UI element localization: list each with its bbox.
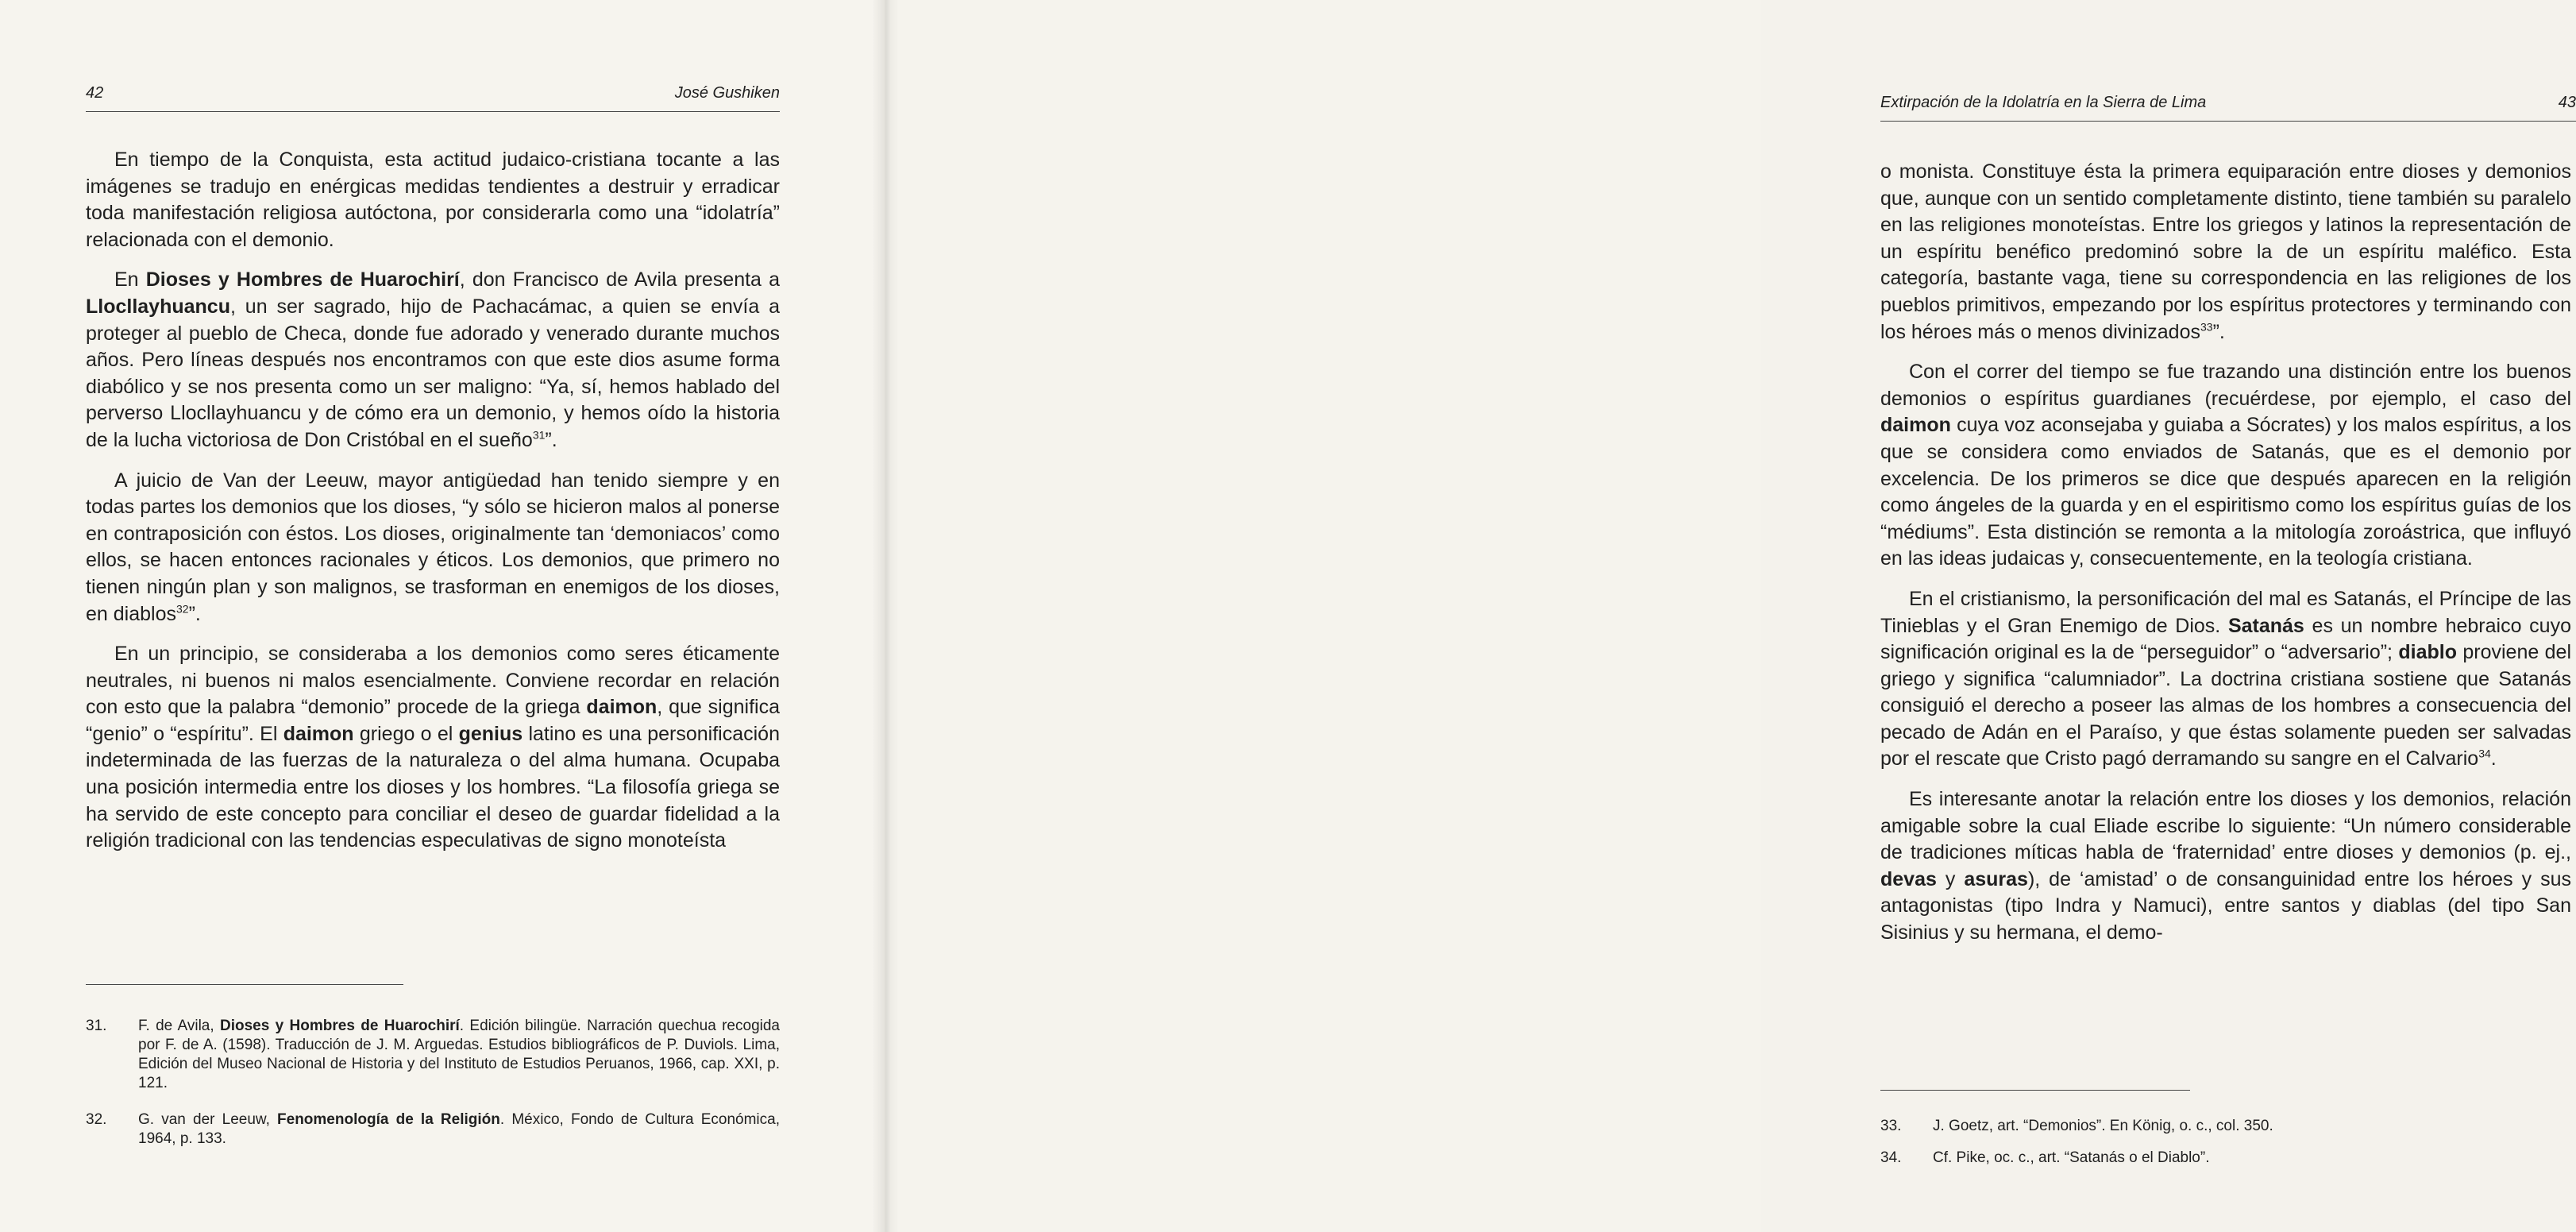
footnote-reference: 31 xyxy=(532,428,546,442)
text-run: o monista. Constituye ésta la primera equiparación entre dioses y demonios que, aunque con un sentido completamente distinto, tiene también su paralelo en las religiones monoteístas. Entre los griegos y latinos la representación de un espíritu benéfico predominó sobre la de un espíritu maléfico. Esta categoría, bastante vaga, tiene su correspondencia en las religiones de los pueblos primitivos, empezando por los espíritus protectores y terminando con los héroes más o menos divinizados xyxy=(1880,160,2571,343)
paragraph xyxy=(86,468,780,628)
text-run: En tiempo de la Conquista, esta actitud judaico-cristiana tocante a las imágenes se tradujo en enérgicas medidas tendientes a destruir y erradicar toda manifestación religiosa autóctona, por considerarla como una “idolatría” relacionada con el demonio. xyxy=(86,149,780,251)
text-run: G. van der Leeuw, xyxy=(138,1111,278,1128)
footnote-number: 32. xyxy=(86,1111,107,1128)
bold-term: Satanás xyxy=(2227,614,2304,637)
paragraph xyxy=(86,267,780,454)
text-run: En xyxy=(114,268,146,292)
text-run: , don Francisco de Avila presenta a xyxy=(459,268,781,292)
text-run: F. de Avila, xyxy=(138,1018,220,1034)
bold-term: daimon xyxy=(283,722,354,745)
footnote xyxy=(86,1110,780,1149)
bold-term: Dioses y Hombres de Huarochirí xyxy=(145,268,460,292)
text-run: J. Goetz, art. “Demonios”. En König, o. c., col. 350. xyxy=(1933,1118,2273,1134)
footnote-separator-left xyxy=(86,984,403,985)
text-run: A juicio de Van der Leeuw, mayor antigüedad han tenido siempre y en todas partes los demonios que los dioses, “y sólo se hicieron malos al ponerse en contraposición con éstos. Los dioses, originalmente tan ‘demoniacos’ como ellos, se hacen entonces racionales y éticos. Los demonios, que primero no tienen ningún plan y son malignos, se trasforman en enemigos de los dioses, en diablos xyxy=(86,469,780,625)
page-number-left: 42 xyxy=(86,84,104,102)
text-run: . México, Fondo de Cultura Económica, 1964, p. 133. xyxy=(138,1111,780,1147)
text-run: proviene del griego y significa “calumniador”. La doctrina cristiana sostiene que Satanás consiguió el derecho a poseer las almas de los hombres a consecuencia del pecado de Adán en el Paraíso, y que éstas solamente pueden ser salvadas por el rescate que Cristo pagó derramando su sangre en el Calvario xyxy=(1880,641,2571,770)
text-run: latino es una personificación indeterminada de las fuerzas de la naturaleza o del alma humana. Ocupaba una posición intermedia entre los dioses y los hombres. “La filosofía griega se ha servido de este concepto para conciliar el deseo de guardar fidelidad a la religión tradicional con las tendencias especulativas de signo monoteísta xyxy=(86,722,780,852)
paragraph xyxy=(86,147,780,253)
right-footnotes xyxy=(1880,1117,2571,1180)
right-page xyxy=(885,0,2576,1232)
footnote-text xyxy=(1933,1149,2209,1166)
text-run: . xyxy=(2490,747,2497,770)
bold-term: asuras xyxy=(1964,867,2028,890)
right-running-header xyxy=(1880,89,2576,122)
text-run: En un principio, se consideraba a los demonios como seres éticamente neutrales, ni buenos ni malos esencialmente. Conviene recordar en relación con esto que la palabra “demonio” procede de la griega xyxy=(86,643,780,719)
text-run: ), de ‘amistad’ o de consanguinidad entre los héroes y sus antagonistas (tipo Indra y Namuci), entre santos y diablas (del tipo San Sisinius y su hermana, el demo- xyxy=(1880,867,2571,944)
bold-term: Llocllayhuancu xyxy=(86,295,230,318)
paragraph xyxy=(1880,159,2571,346)
author-running-head: José Gushiken xyxy=(674,84,780,102)
text-run: , un ser sagrado, hijo de Pachacámac, a quien se envía a proteger al pueblo de Checa, donde fue adorado y venerado durante muchos años. Pero líneas después nos encontramos con que este dios asume forma diabólico y se nos presenta como un ser maligno: “Ya, sí, hemos hablado del perverso Llocllayhuancu y de cómo era un demonio, y hemos oído la historia de la lucha victoriosa de Don Cristóbal en el sueño xyxy=(86,295,780,451)
text-run: . Edición bilingüe. Narración quechua recogida por F. de A. (1598). Traducción de J. M. Arguedas. Estudios bibliográficos de P. Duviols. Lima, Edición del Museo Nacional de Historia y del Instituto de Estudios Peruanos, 1966, cap. XXI, p. 121. xyxy=(138,1018,780,1091)
left-running-header xyxy=(86,79,780,112)
footnote-text xyxy=(138,1111,780,1147)
bold-term: diablo xyxy=(2398,641,2457,664)
bold-term: daimon xyxy=(1880,414,1951,437)
footnote xyxy=(86,1017,780,1093)
footnote xyxy=(1880,1149,2571,1168)
footnote-text xyxy=(1933,1118,2273,1134)
right-body-text xyxy=(1880,159,2571,960)
text-run: Cf. Pike, oc. c., art. “Satanás o el Diablo”. xyxy=(1933,1149,2210,1166)
bold-term: Fenomenología de la Religión xyxy=(277,1111,500,1128)
text-run: Es interesante anotar la relación entre los dioses y los demonios, relación amigable sobre la cual Eliade escribe lo siguiente: “Un número considerable de tradiciones míticas habla de ‘fraternidad’ entre dioses y demonios (p. ej., xyxy=(1880,788,2571,864)
footnote-reference: 32 xyxy=(175,602,189,616)
book-gutter-shadow xyxy=(872,0,899,1232)
paragraph xyxy=(1880,359,2571,573)
bold-term: genius xyxy=(458,722,523,745)
paragraph xyxy=(1880,786,2571,947)
left-body-text xyxy=(86,147,780,868)
text-run: griego o el xyxy=(353,722,459,745)
text-run: ”. xyxy=(188,602,201,625)
text-run: cuya voz aconsejaba y guiaba a Sócrates) y los malos espíritus, a los que se considera como enviados de Satanás, que es el demonio por excelencia. De los primeros se dice que después aparecen en la religión como ángeles de la guarda y en el espiritismo como los espíritus guías de los “médiums”. Esta distinción se remonta a la mitología zoroástrica, que influyó en las ideas judaicas y, consecuentemente, en la teología cristiana. xyxy=(1880,414,2571,570)
paragraph xyxy=(86,641,780,855)
text-run: ”. xyxy=(2212,320,2225,343)
footnote-text xyxy=(138,1018,780,1091)
text-run: , que significa “genio” o “espíritu”. El xyxy=(86,696,780,745)
text-run: es un nombre hebraico cuyo significación original es la de “perseguidor” o “adversario”; xyxy=(1880,614,2571,664)
footnote-number: 34. xyxy=(1880,1149,1902,1166)
text-run: Con el correr del tiempo se fue trazando una distinción entre los buenos demonios o espíritus guardianes (recuérdese, por ejemplo, el caso del xyxy=(1880,361,2571,410)
text-run: y xyxy=(1936,867,1965,890)
footnote xyxy=(1880,1117,2571,1136)
footnote-number: 31. xyxy=(86,1018,107,1034)
left-footnotes xyxy=(86,1017,780,1166)
bold-term: daimon xyxy=(586,696,657,719)
paragraph xyxy=(1880,586,2571,773)
left-page xyxy=(0,0,885,1232)
footnote-reference: 34 xyxy=(2478,747,2491,761)
page-number-right: 43 xyxy=(2558,94,2576,111)
footnote-reference: 33 xyxy=(2200,320,2213,334)
bold-term: Dioses y Hombres de Huarochirí xyxy=(220,1018,460,1034)
footnote-separator-right xyxy=(1880,1090,2190,1091)
text-run: ”. xyxy=(545,428,557,451)
text-run: En el cristianismo, la personificación del mal es Satanás, el Príncipe de las Tinieblas y el Gran Enemigo de Dios. xyxy=(1880,587,2571,637)
title-running-head: Extirpación de la Idolatría en la Sierra de Lima xyxy=(1880,94,2207,111)
footnote-number: 33. xyxy=(1880,1118,1902,1134)
bold-term: devas xyxy=(1880,867,1937,890)
